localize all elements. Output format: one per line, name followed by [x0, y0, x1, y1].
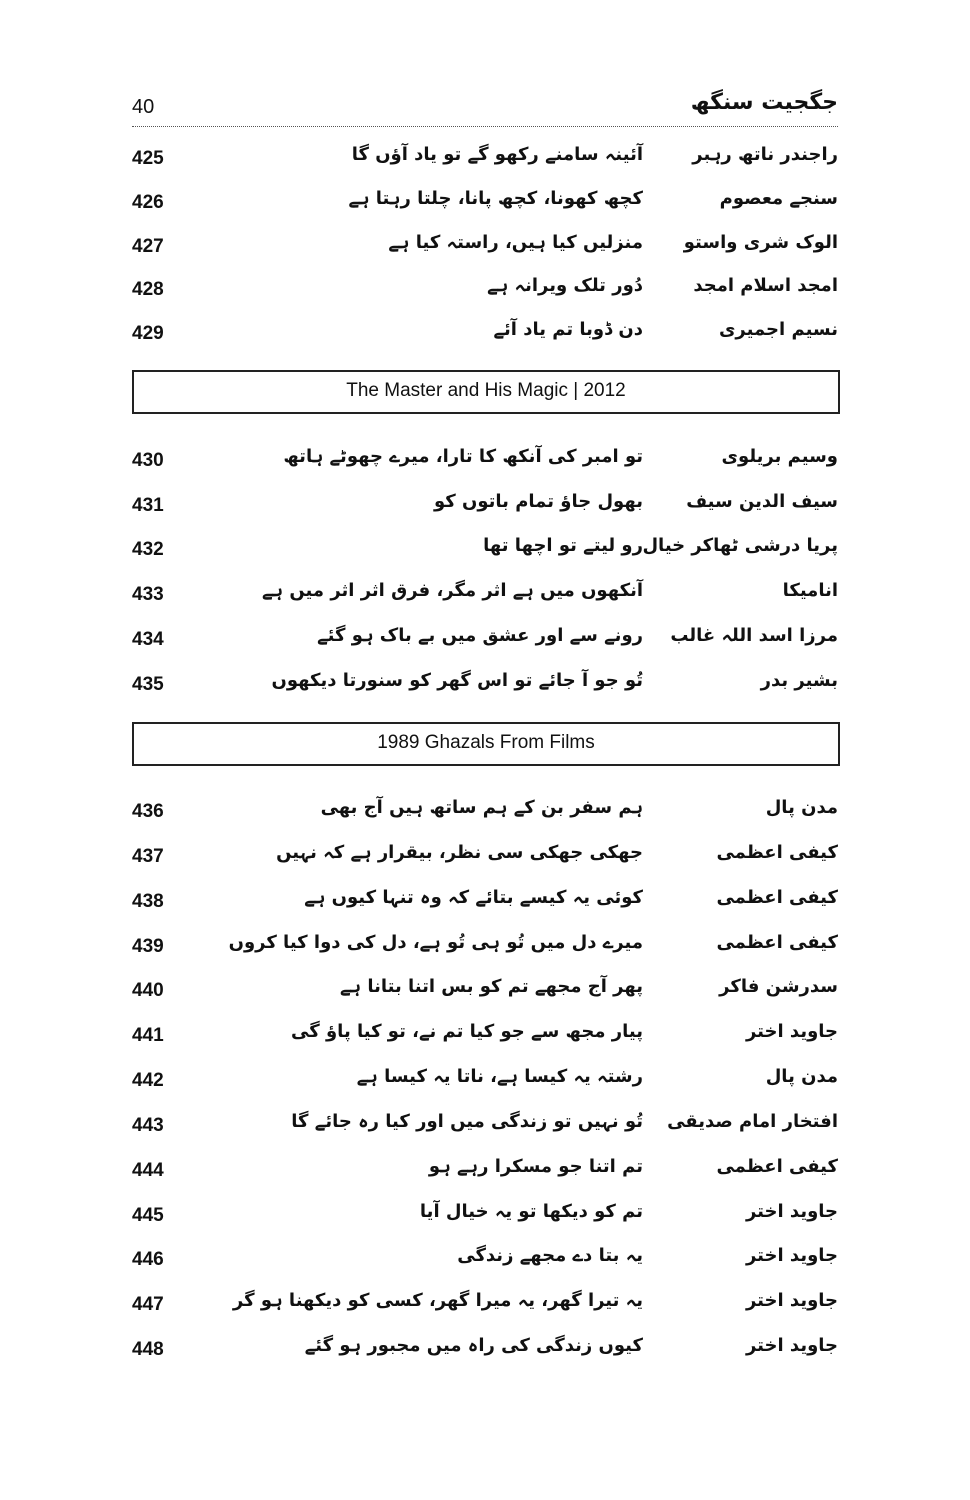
song-title: دن ڈوبا تم یاد آئے [493, 319, 643, 340]
entry-number: 429 [132, 323, 164, 344]
song-title: رشتہ یہ کیسا ہے، ناتا یہ کیسا ہے [356, 1066, 643, 1087]
poet-name: کیفی اعظمی [716, 932, 838, 953]
entry-number: 444 [132, 1160, 164, 1181]
list-item [132, 666, 838, 706]
song-title: تُو نہیں تو زندگی میں اور کیا رہ جائے گا [291, 1111, 643, 1132]
entry-number: 437 [132, 846, 164, 867]
list-item [132, 1197, 838, 1237]
list-item [132, 271, 838, 311]
poet-name: جاوید اختر [745, 1245, 838, 1266]
entry-number: 432 [132, 539, 164, 560]
entry-number: 434 [132, 629, 164, 650]
song-title: تم کو دیکھا تو یہ خیال آیا [419, 1201, 643, 1222]
song-title: کیوں زندگی کی راہ میں مجبور ہو گئے [304, 1335, 643, 1356]
song-title: پھر آج مجھے تم کو بس اتنا بتانا ہے [339, 976, 643, 997]
song-title: کوئی یہ کیسے بتائے کہ وہ تنہا کیوں ہے [304, 887, 643, 908]
list-item [132, 1152, 838, 1192]
song-title: بھول جاؤ تمام باتوں کو [434, 491, 643, 512]
entry-number: 439 [132, 936, 164, 957]
entry-number: 446 [132, 1249, 164, 1270]
list-item [132, 487, 838, 527]
poet-name: وسیم بریلوی [721, 446, 838, 467]
entry-number: 430 [132, 450, 164, 471]
poet-name: سدرشن فاکر [719, 976, 838, 997]
entry-number: 447 [132, 1294, 164, 1315]
list-item [132, 928, 838, 968]
entry-number: 427 [132, 236, 164, 257]
entry-number: 440 [132, 980, 164, 1001]
list-item [132, 1107, 838, 1147]
list-item [132, 1017, 838, 1057]
poet-name: الوک شری واستو [683, 232, 838, 253]
entry-number: 436 [132, 801, 164, 822]
poet-name: کیفی اعظمی [716, 887, 838, 908]
song-title: آئینہ سامنے رکھو گے تو یاد آؤں گا [351, 144, 643, 165]
list-item [132, 621, 838, 661]
poet-name: جاوید اختر [745, 1290, 838, 1311]
poet-name: امجد اسلام امجد [693, 275, 838, 296]
page-header [132, 92, 838, 127]
song-title: ہم سفر بن کے ہم ساتھ ہیں آج بھی [320, 797, 643, 818]
song-title: تُو جو آ جائے تو اس گھر کو سنورتا دیکھوں [271, 670, 643, 691]
song-title: تم اتنا جو مسکرا رہے ہو [428, 1156, 643, 1177]
entry-number: 445 [132, 1205, 164, 1226]
poet-name: جاوید اختر [745, 1021, 838, 1042]
entry-number: 448 [132, 1339, 164, 1360]
list-item [132, 1286, 838, 1326]
book-title: جگجیت سنگھ [690, 90, 838, 115]
list-item [132, 576, 838, 616]
list-item [132, 531, 838, 571]
poet-name: مدن پال [765, 797, 838, 818]
poet-name: مدن پال [765, 1066, 838, 1087]
list-item [132, 1241, 838, 1281]
song-title: یہ تیرا گھر، یہ میرا گھر، کسی کو دیکھنا ہو گر [232, 1290, 643, 1311]
poet-name: جاوید اختر [745, 1201, 838, 1222]
poet-name: نسیم اجمیری [718, 319, 838, 340]
list-item [132, 315, 838, 355]
poet-name: سنجے معصوم [719, 188, 838, 209]
entry-number: 426 [132, 192, 164, 213]
poet-name: انامیکا [782, 580, 838, 601]
entry-number: 431 [132, 495, 164, 516]
poet-name: سیف الدین سیف [686, 491, 838, 512]
song-title: دُور تلک ویرانہ ہے [487, 275, 643, 296]
list-item [132, 442, 838, 482]
song-title: یہ بتا دے مجھے زندگی [457, 1245, 643, 1266]
poet-name: افتخار امام صدیقی [667, 1111, 838, 1132]
entry-number: 425 [132, 148, 164, 169]
entry-number: 441 [132, 1025, 164, 1046]
poet-name: کیفی اعظمی [716, 842, 838, 863]
entry-number: 443 [132, 1115, 164, 1136]
song-title: پیار مجھ سے جو کیا تم نے، تو کیا پاؤ گی [291, 1021, 643, 1042]
poet-name: مرزا اسد اللہ غالب [670, 625, 838, 646]
list-item [132, 1331, 838, 1371]
entry-number: 435 [132, 674, 164, 695]
poet-name: پریا درشی ٹھاکر خیال [642, 535, 838, 556]
song-title: آنکھوں میں ہے اثر مگر، فرق اثر اثر میں ہے [262, 580, 643, 601]
list-item [132, 883, 838, 923]
list-item [132, 140, 838, 180]
list-item [132, 972, 838, 1012]
song-title: رو لیتے تو اچھا تھا [483, 535, 643, 556]
poet-name: جاوید اختر [745, 1335, 838, 1356]
entry-number: 433 [132, 584, 164, 605]
song-title: رونے سے اور عشق میں بے باک ہو گئے [317, 625, 643, 646]
entry-number: 438 [132, 891, 164, 912]
song-title: جھکی جھکی سی نظر، بیقرار ہے کہ نہیں [276, 842, 643, 863]
list-item [132, 228, 838, 268]
section-header: The Master and His Magic | 2012 [132, 370, 840, 414]
section-header: 1989 Ghazals From Films [132, 722, 840, 766]
page-number: 40 [132, 96, 155, 118]
song-title: کچھ کھونا، کچھ پانا، چلتا رہتا ہے [348, 188, 643, 209]
song-title: میرے دل میں تُو ہی تُو ہے، دل کی دوا کیا کروں [228, 932, 643, 953]
list-item [132, 1062, 838, 1102]
song-title: تو امبر کی آنکھ کا تارا، میرے چھوٹے ہاتھ [283, 446, 643, 467]
poet-name: کیفی اعظمی [716, 1156, 838, 1177]
entry-number: 428 [132, 279, 164, 300]
list-item [132, 184, 838, 224]
list-item [132, 793, 838, 833]
entry-number: 442 [132, 1070, 164, 1091]
song-title: منزلیں کیا ہیں، راستہ کیا ہے [388, 232, 643, 253]
list-item [132, 838, 838, 878]
poet-name: راجندر ناتھ رہبر [692, 144, 838, 165]
poet-name: بشیر بدر [760, 670, 838, 691]
